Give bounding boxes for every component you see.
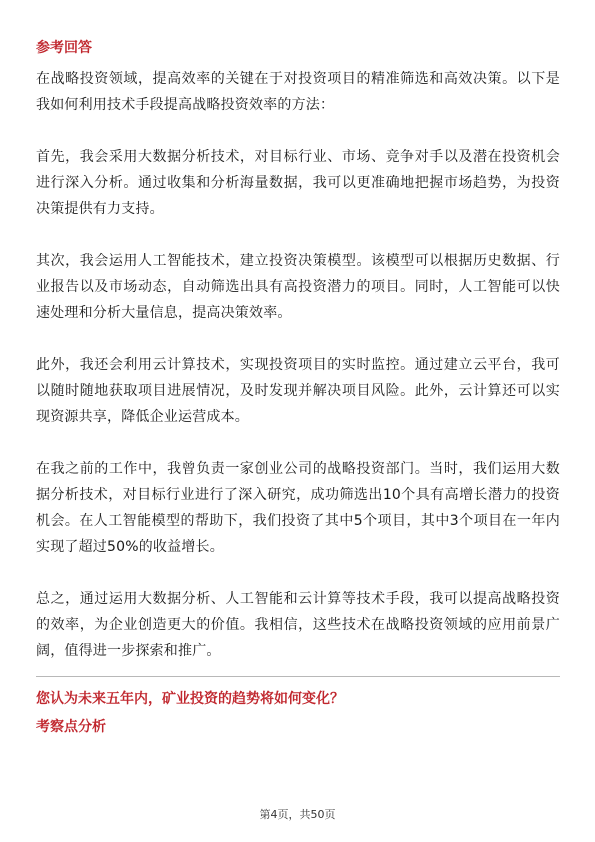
page-footer: 第4页，共50页	[259, 808, 336, 821]
next-question: 您认为未来五年内，矿业投资的趋势将如何变化？	[36, 691, 344, 707]
reference-answer-heading: 参考回答	[36, 40, 92, 56]
analysis-heading: 考察点分析	[36, 719, 106, 735]
paragraph-experience: 在我之前的工作中，我曾负责一家创业公司的战略投资部门。当时，我们运用大数据分析技术，对目标行业进行了深入研究，成功筛选出10个具有高增长潜力的投资机会。在人工智能模型的帮助下，我们投资了其中5个项目，其中3个项目在一年内实现了超过50%的收益增长。	[36, 461, 560, 555]
section-divider	[36, 676, 560, 677]
paragraph-ai: 其次，我会运用人工智能技术，建立投资决策模型。该模型可以根据历史数据、行业报告以及市场动态，自动筛选出具有高投资潜力的项目。同时，人工智能可以快速处理和分析大量信息，提高决策效率。	[36, 253, 560, 321]
paragraph-cloud: 此外，我还会利用云计算技术，实现投资项目的实时监控。通过建立云平台，我可以随时随地获取项目进展情况，及时发现并解决项目风险。此外，云计算还可以实现资源共享，降低企业运营成本。	[36, 357, 560, 425]
document-page	[36, 38, 560, 739]
paragraph-big-data: 首先，我会采用大数据分析技术，对目标行业、市场、竞争对手以及潜在投资机会进行深入分析。通过收集和分析海量数据，我可以更准确地把握市场趋势，为投资决策提供有力支持。	[36, 149, 560, 217]
paragraph-intro: 在战略投资领域，提高效率的关键在于对投资项目的精准筛选和高效决策。以下是我如何利用技术手段提高战略投资效率的方法：	[36, 71, 560, 113]
paragraph-conclusion: 总之，通过运用大数据分析、人工智能和云计算等技术手段，我可以提高战略投资的效率，为企业创造更大的价值。我相信，这些技术在战略投资领域的应用前景广阔，值得进一步探索和推广。	[36, 591, 560, 659]
